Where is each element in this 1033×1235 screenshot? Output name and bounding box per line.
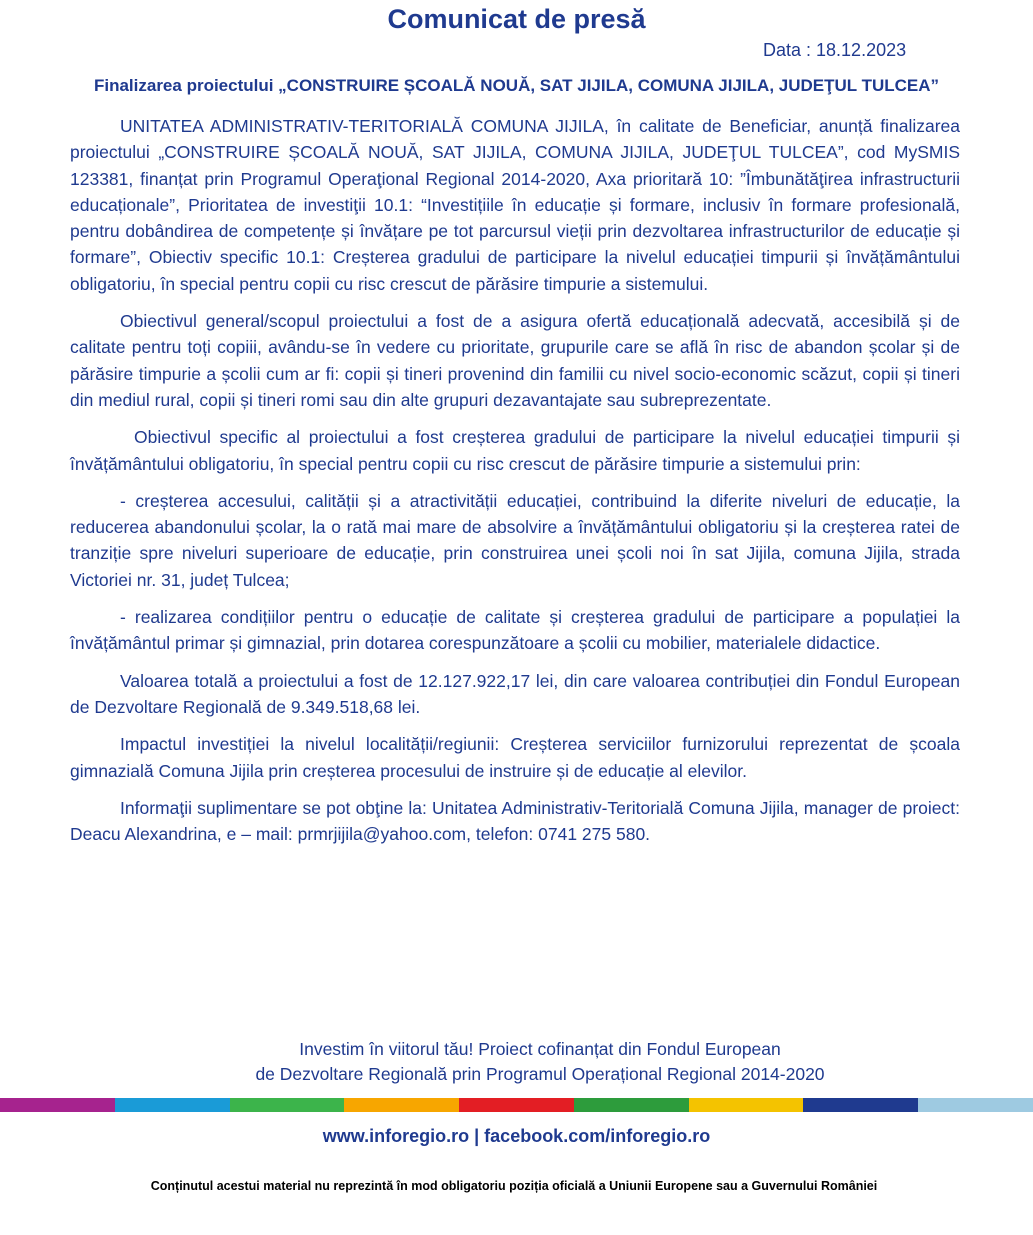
paragraph-contact-info: Informaţii suplimentare se pot obţine la: Unitatea Administrativ-Teritorială Comuna Jijila, manager de proiect: Deacu Alexandrina, e – mail: prmrjijila@yahoo.com, telefon: 0741 275 580. <box>70 797 960 845</box>
footer-links <box>0 1126 1033 1147</box>
footer-slogan-line-2: de Dezvoltare Regională prin Programul Operațional Regional 2014-2020 <box>255 1064 825 1084</box>
color-bar-segment <box>344 1098 459 1112</box>
color-bar-segment <box>689 1098 804 1112</box>
press-release-date: Data : 18.12.2023 <box>763 40 907 60</box>
press-release-body <box>70 113 960 858</box>
color-bar-segment <box>803 1098 918 1112</box>
inforegio-site-link[interactable]: www.inforegio.ro <box>322 1126 470 1146</box>
color-bar-segment <box>459 1098 574 1112</box>
paragraph-objective-item-1: - creșterea accesului, calității și a atractivității educației, contribuind la diferite niveluri de educație, la reducerea abandonului școlar, la o rată mai mare de absolvire a învățământului obligatoriu și la creșterea ratei de tranziție spre niveluri superioare de educație, prin construirea unei școli noi în sat Jijila, comuna Jijila, strada Victoriei nr. 31, județ Tulcea; <box>70 490 960 590</box>
paragraph-objective-item-2: - realizarea condițiilor pentru o educație de calitate și creșterea gradului de participare a populației la învățământul primar și gimnazial, prin dotarea corespunzătoare a școlii cu mobilier, materialele didactice. <box>70 607 960 654</box>
paragraph-impact: Impactul investiției la nivelul localității/regiunii: Creșterea serviciilor furnizorului reprezentat de școala gimnazială Comuna Jijila prin creșterea procesului de instruire și de educație al elevilor. <box>70 734 960 781</box>
footer-color-bar <box>0 1098 1033 1112</box>
paragraph-project-value: Valoarea totală a proiectului a fost de 12.127.922,17 lei, din care valoarea contribuției din Fondul European de Dezvoltare Regională de 9.349.518,68 lei. <box>70 670 960 717</box>
footer-slogan-line-1: Investim în viitorul tău! Proiect cofinanțat din Fondul European <box>299 1039 781 1059</box>
color-bar-segment <box>230 1098 345 1112</box>
color-bar-segment <box>918 1098 1033 1112</box>
link-separator: | <box>469 1126 485 1146</box>
page-title: Comunicat de presă <box>387 4 646 34</box>
footer-slogan <box>0 1037 1033 1087</box>
facebook-link[interactable]: facebook.com/inforegio.ro <box>484 1126 711 1146</box>
project-subtitle: Finalizarea proiectului „CONSTRUIRE ȘCOALĂ NOUĂ, SAT JIJILA, COMUNA JIJILA, JUDEŢUL TULCEA” <box>93 76 940 95</box>
color-bar-segment <box>115 1098 230 1112</box>
color-bar-segment <box>574 1098 689 1112</box>
color-bar-segment <box>0 1098 115 1112</box>
paragraph-general-objective: Obiectivul general/scopul proiectului a fost de a asigura ofertă educațională adecvată, accesibilă și de calitate pentru toți copiii, avându-se în vedere cu prioritate, grupurile care se află în risc de abandon școlar și de părăsire timpurie a școlii cum ar fi: copii și tineri provenind din familii cu nivel socio-economic scăzut, copii și tineri din mediul rural, copii și tineri romi sau din alte grupuri dezavantajate sau subreprezentate. <box>70 311 960 410</box>
paragraph-specific-objective: Obiectivul specific al proiectului a fost creșterea gradului de participare la nivelul educației timpurii și învățământului obligatoriu, în special pentru copii cu risc crescut de părăsire timpurie a sistemului prin: <box>70 427 960 474</box>
eu-disclaimer: Conținutul acestui material nu reprezintă în mod obligatoriu poziția oficială a Uniunii Europene sau a Guvernului României <box>150 1179 878 1193</box>
paragraph-intro: UNITATEA ADMINISTRATIV-TERITORIALĂ COMUNA JIJILA, în calitate de Beneficiar, anunță finalizarea proiectului „CONSTRUIRE ȘCOALĂ NOUĂ, SAT JIJILA, COMUNA JIJILA, JUDEŢUL TULCEA”, cod MySMIS 123381, finanțat prin Programul Operaţional Regional 2014-2020, Axa prioritară 10: ”Îmbunătăţirea infrastructurii educaționale”, Prioritatea de investiţii 10.1: “Investițiile în educație și formare, inclusiv în formare profesională, pentru dobândirea de competențe și învățare pe tot parcursul vieții prin dezvoltarea infrastructurilor de educație și formare”, Obiectiv specific 10.1: Creșterea gradului de participare la nivelul educației timpurii și învățământului obligatoriu, în special pentru copii cu risc crescut de părăsire timpurie a sistemului. <box>70 116 960 294</box>
